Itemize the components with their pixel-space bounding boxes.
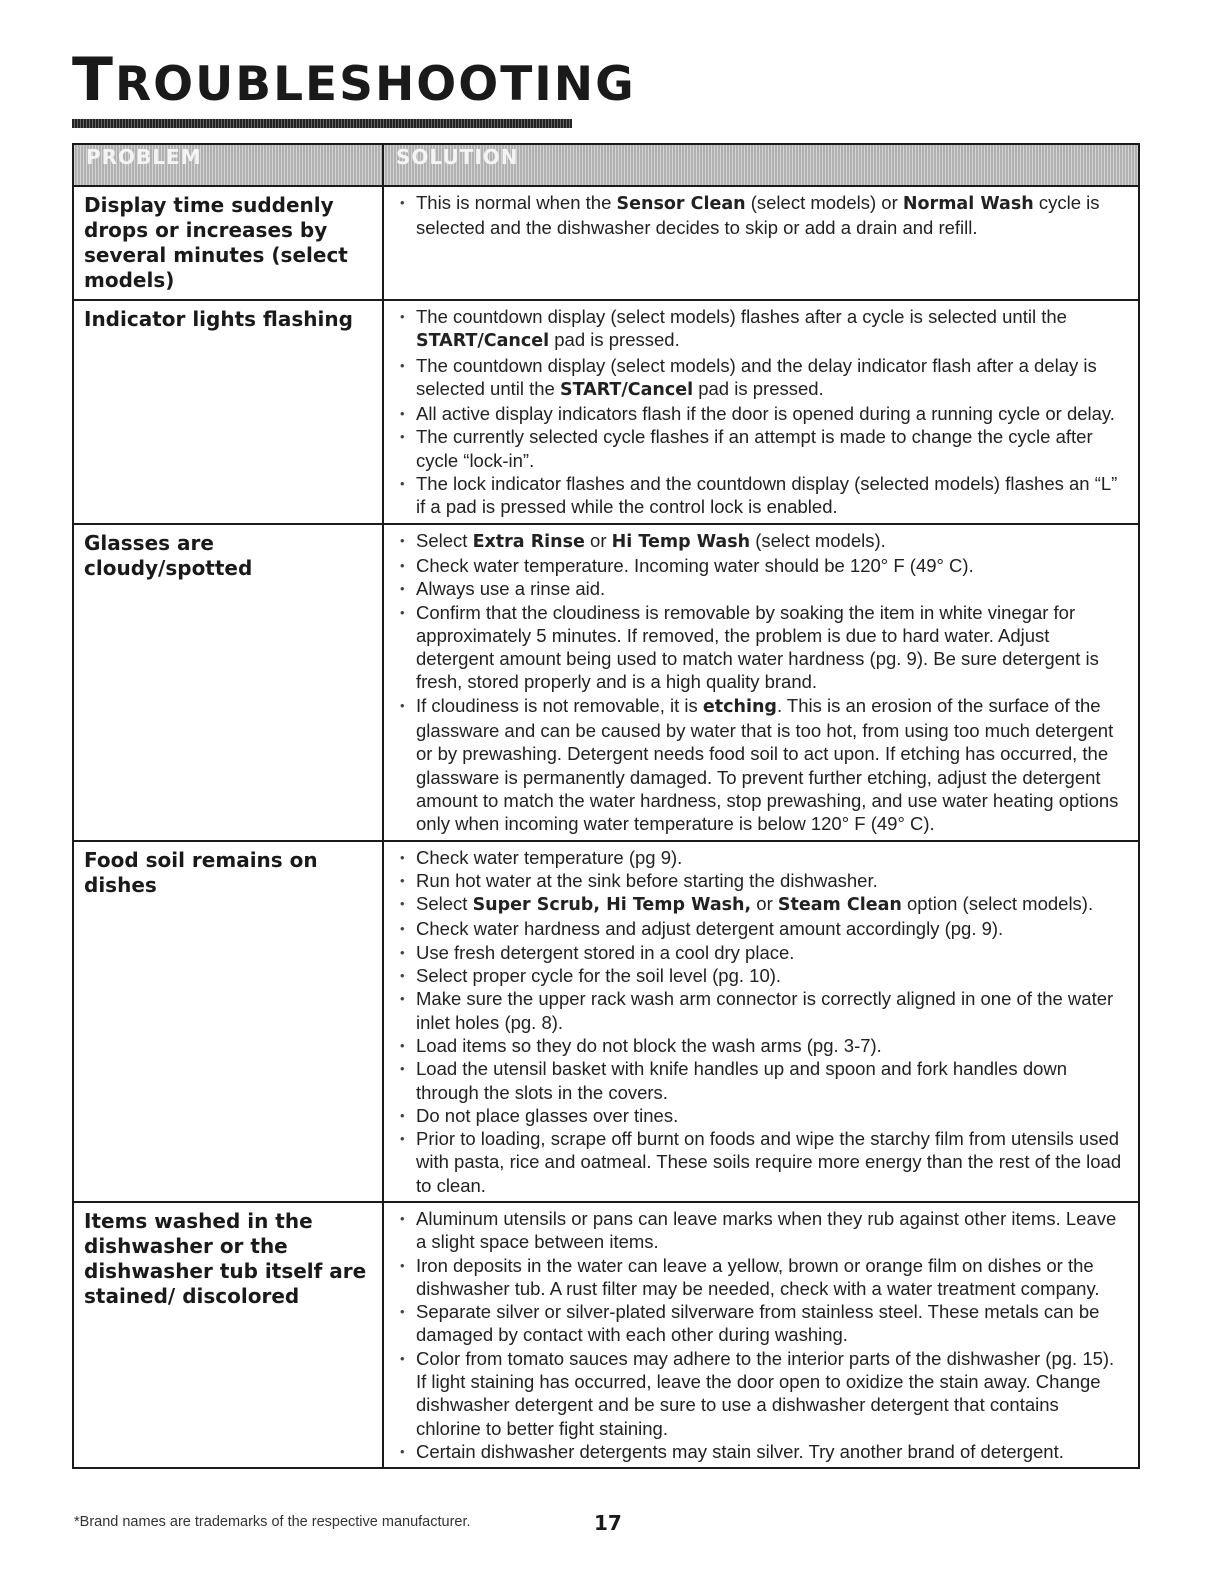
solution-list <box>396 529 1122 836</box>
solution-emphasis: Normal Wash <box>902 194 1034 214</box>
solution-text: or <box>584 529 612 551</box>
solution-text: cycle is selected and the dishwasher decides to skip or add a drain and refill. <box>416 192 1100 239</box>
solution-text: The lock indicator flashes and the countdown display (selected models) flashes an “L” if a pad is pressed while the control lock is enabled. <box>416 473 1118 518</box>
title-underline <box>72 119 572 128</box>
solution-cell <box>383 524 1139 841</box>
solution-text: pad is pressed. <box>693 377 824 399</box>
solution-text: Prior to loading, scrape off burnt on foods and wipe the starchy film from utensils used with pasta, rice and oatmeal. These soils require more energy than the rest of the load to clean. <box>416 1128 1122 1196</box>
solution-text: Check water hardness and adjust detergent amount accordingly (pg. 9). <box>416 918 1004 940</box>
problem-cell: Glasses are cloudy/spotted <box>73 524 383 841</box>
solution-emphasis: etching <box>702 696 777 717</box>
solution-item <box>396 694 1122 836</box>
solution-text: Aluminum utensils or pans can leave marks when they rub against other items. Leave a slight space between items. <box>416 1207 1117 1253</box>
solution-column-header: SOLUTION <box>383 144 1139 186</box>
solution-emphasis: Extra Rinse <box>472 531 585 552</box>
solution-list <box>396 1207 1122 1463</box>
solution-text: This is normal when the <box>416 192 617 213</box>
solution-text: Use fresh detergent stored in a cool dry place. <box>416 941 795 963</box>
solution-item <box>396 987 1122 1034</box>
solution-list <box>396 305 1122 519</box>
solution-item <box>396 601 1122 694</box>
solution-text: Check water temperature (pg 9). <box>416 846 683 868</box>
solution-item <box>396 402 1122 425</box>
solution-item <box>396 1057 1122 1104</box>
table-row <box>73 524 1139 841</box>
solution-item <box>396 917 1122 940</box>
solution-item <box>396 1440 1122 1463</box>
solution-text: option (select models). <box>901 893 1094 915</box>
footnote: *Brand names are trademarks of the respective manufacturer. <box>74 1514 471 1530</box>
page-number: 17 <box>594 1511 622 1535</box>
solution-item <box>396 354 1122 403</box>
solution-text: The currently selected cycle flashes if an attempt is made to change the cycle after cycle “lock-in”. <box>416 426 1093 471</box>
solution-emphasis: Sensor Clean <box>616 194 746 214</box>
table-header-row <box>73 144 1139 186</box>
solution-text: Iron deposits in the water can leave a yellow, brown or orange film on dishes or the dishwasher tub. A rust filter may be needed, check with a water treatment company. <box>416 1254 1100 1299</box>
solution-text: Separate silver or silver-plated silverware from stainless steel. These metals can be damaged by contact with each other during washing. <box>416 1301 1100 1346</box>
table-row <box>73 186 1139 300</box>
solution-item <box>396 472 1122 519</box>
table-row <box>73 1202 1139 1468</box>
table-row <box>73 300 1139 524</box>
solution-text: Make sure the upper rack wash arm connector is correctly aligned in one of the water inlet holes (pg. 8). <box>416 988 1114 1033</box>
solution-text: Select <box>416 893 473 915</box>
solution-text: or <box>751 893 778 915</box>
solution-text: Always use a rinse aid. <box>416 578 606 600</box>
solution-text: The countdown display (select models) flashes after a cycle is selected until the <box>416 306 1067 327</box>
solution-emphasis: START/Cancel <box>416 331 550 352</box>
solution-cell <box>383 186 1139 300</box>
solution-item <box>396 941 1122 964</box>
solution-cell <box>383 300 1139 524</box>
solution-item <box>396 892 1122 917</box>
table-row <box>73 841 1139 1202</box>
solution-emphasis: Super Scrub, Hi Temp Wash, <box>472 895 752 916</box>
problem-cell: Food soil remains on dishes <box>73 841 383 1202</box>
solution-item <box>396 425 1122 472</box>
solution-list <box>396 191 1122 240</box>
solution-item <box>396 846 1122 869</box>
problem-cell: Display time suddenly drops or increases by several minutes (select models) <box>73 186 383 300</box>
solution-text: pad is pressed. <box>549 329 680 351</box>
problem-column-header: PROBLEM <box>73 144 383 186</box>
solution-item <box>396 1034 1122 1057</box>
page-title <box>72 45 636 115</box>
solution-item <box>396 964 1122 987</box>
title-first-letter: T <box>72 45 115 115</box>
solution-text: Run hot water at the sink before starting the dishwasher. <box>416 869 878 891</box>
solution-item <box>396 1254 1122 1301</box>
solution-text: If cloudiness is not removable, it is <box>416 694 703 716</box>
solution-text: Load the utensil basket with knife handles up and spoon and fork handles down through the slots in the covers. <box>416 1058 1068 1103</box>
solution-text: Certain dishwasher detergents may stain silver. Try another brand of detergent. <box>416 1440 1064 1462</box>
solution-emphasis: START/Cancel <box>559 379 694 400</box>
solution-cell <box>383 1202 1139 1468</box>
solution-text: Confirm that the cloudiness is removable by soaking the item in white vinegar for approximately 5 minutes. If removed, the problem is due to hard water. Adjust detergent amount being used to match water hardness (pg. 9). Be sure detergent is fresh, stored properly and is a high quality brand. <box>416 601 1099 693</box>
solution-emphasis: Steam Clean <box>777 895 902 916</box>
title-rest: ROUBLESHOOTING <box>114 57 636 112</box>
solution-item <box>396 529 1122 554</box>
solution-item <box>396 191 1122 240</box>
solution-item <box>396 577 1122 600</box>
solution-item <box>396 1300 1122 1347</box>
solution-text: . This is an erosion of the surface of the glassware and can be caused by water that is too hot, from using too much detergent or by prewashing. Detergent needs food soil to act upon. If etching has occurred, the glassware is permanently damaged. To prevent further etching, adjust the detergent amount to match the water hardness, stop prewashing, and use water heating options only when incoming water temperature is below 120° F (49° C). <box>416 694 1119 835</box>
solution-text: Load items so they do not block the wash arms (pg. 3-7). <box>416 1034 882 1056</box>
solution-text: Check water temperature. Incoming water should be 120° F (49° C). <box>416 554 974 576</box>
problem-cell: Indicator lights flashing <box>73 300 383 524</box>
solution-text: Do not place glasses over tines. <box>416 1104 679 1126</box>
solution-cell <box>383 841 1139 1202</box>
solution-item <box>396 1347 1122 1440</box>
solution-item <box>396 1207 1122 1254</box>
troubleshooting-table <box>72 143 1140 1469</box>
table-body <box>73 186 1139 1468</box>
solution-text: Color from tomato sauces may adhere to the interior parts of the dishwasher (pg. 15). If light staining has occurred, leave the door open to oxidize the stain away. Change dishwasher detergent and be sure to use a dishwasher detergent that contains chlorine to better fight staining. <box>416 1347 1115 1439</box>
solution-text: All active display indicators flash if the door is opened during a running cycle or delay. <box>416 403 1115 425</box>
solution-list <box>396 846 1122 1197</box>
solution-emphasis: Hi Temp Wash <box>611 531 751 552</box>
problem-cell: Items washed in the dishwasher or the dishwasher tub itself are stained/ discolored <box>73 1202 383 1468</box>
solution-item <box>396 1104 1122 1127</box>
solution-text: Select <box>416 529 473 551</box>
solution-item <box>396 869 1122 892</box>
solution-text: (select models) or <box>745 192 903 213</box>
solution-text: (select models). <box>750 529 886 551</box>
solution-item <box>396 554 1122 577</box>
solution-item <box>396 1127 1122 1197</box>
solution-text: The countdown display (select models) and the delay indicator flash after a delay is selected until the <box>416 354 1097 399</box>
solution-text: Select proper cycle for the soil level (pg. 10). <box>416 965 782 987</box>
solution-item <box>396 305 1122 354</box>
